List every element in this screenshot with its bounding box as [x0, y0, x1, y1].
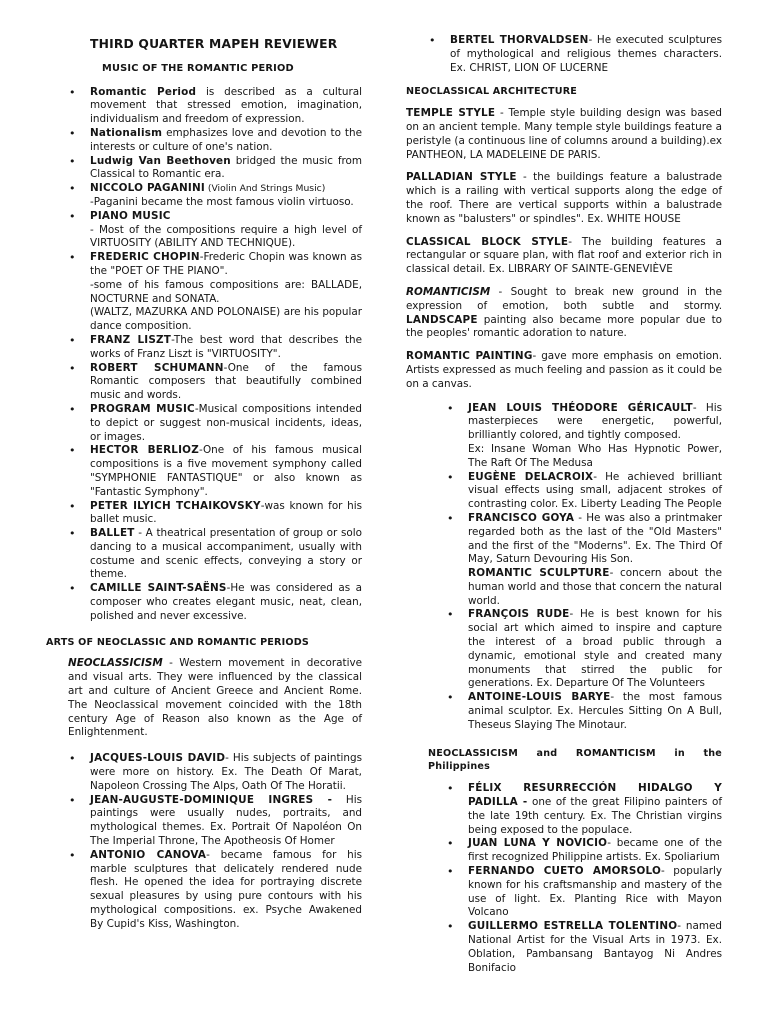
list-item: • FREDERIC CHOPIN-Frederic Chopin was known as the "POET OF THE PIANO". -some of his famous compositions are: BALLADE, NOCTURNE and SONATA. (WALTZ, MAZURKA AND POLONAISE) are his popular dance composition. — [90, 251, 362, 334]
list-item: • BALLET - A theatrical presentation of group or solo dancing to a musical accompaniment, usually with costume and scenic effects, conveying a story or theme. — [90, 527, 362, 582]
architecture-paragraph: TEMPLE STYLE - Temple style building design was based on an ancient temple. Many temple style buildings feature a peristyle (a continuous line of columns around a building).ex PANTHEON, LA MADELEINE DE PARIS. — [406, 107, 722, 161]
list-item: • FRANZ LISZT-The best word that describes the works of Franz Liszt is "VIRTUOSITY". — [90, 334, 362, 362]
romantic-artists-list — [406, 402, 722, 733]
music-list — [46, 86, 362, 624]
list-item: • FÉLIX RESURRECCIÓN HIDALGO Y PADILLA - one of the great Filipino painters of the late 19th century. Ex. The Christian virgins being exposed to the populace. — [468, 782, 722, 837]
thorvaldsen-list — [406, 34, 722, 75]
list-item: • ROBERT SCHUMANN-One of the famous Romantic composers that beautifully combined music and words. — [90, 362, 362, 403]
list-item: • PROGRAM MUSIC-Musical compositions intended to depict or suggest non-musical incidents, ideas, or images. — [90, 403, 362, 444]
list-item: • JACQUES-LOUIS DAVID- His subjects of paintings were more on history. Ex. The Death Of Marat, Napoleon Crossing The Alps, Oath Of The Horatii. — [90, 752, 362, 793]
list-item: • PETER ILYICH TCHAIKOVSKY-was known for his ballet music. — [90, 500, 362, 528]
neoclassicism-paragraph: NEOCLASSICISM - Western movement in decorative and visual arts. They were influenced by the classical art and culture of Ancient Greece and Ancient Rome. The Neoclassical movement coincided with the 18th century Age of Reason also known as the Age of Enlightenment. — [68, 657, 362, 739]
list-item: • Ludwig Van Beethoven bridged the music from Classical to Romantic era. — [90, 155, 362, 183]
list-item: • GUILLERMO ESTRELLA TOLENTINO- named National Artist for the Visual Arts in 1973. Ex. Oblation, Pambansang Bantayog Ni Andres Bonifacio — [468, 920, 722, 975]
list-item: • JEAN-AUGUSTE-DOMINIQUE INGRES - His paintings were usually nudes, portraits, and mythological themes. Ex. Portrait Of Napoléon On The Imperial Throne, The Apotheosis Of Homer — [90, 794, 362, 849]
list-item: • FERNANDO CUETO AMORSOLO- popularly known for his craftsmanship and mastery of the use of light. Ex. Planting Rice with Mayon Volcano — [468, 865, 722, 920]
list-item: • PIANO MUSIC - Most of the compositions require a high level of VIRTUOSITY (ABILITY AND TECHNIQUE). — [90, 210, 362, 251]
right-column — [406, 34, 722, 983]
list-item: • EUGÈNE DELACROIX- He achieved brilliant visual effects using small, adjacent strokes of contrasting color. Ex. Liberty Leading The People — [468, 471, 722, 512]
list-item: • BERTEL THORVALDSEN- He executed sculptures of mythological and religious themes characters. Ex. CHRIST, LION OF LUCERNE — [450, 34, 722, 75]
list-item: • JUAN LUNA Y NOVICIO- became one of the first recognized Philippine artists. Ex. Spoliarium — [468, 837, 722, 865]
neoclassical-architecture-heading: NEOCLASSICAL ARCHITECTURE — [406, 86, 578, 98]
list-item: • CAMILLE SAINT-SAËNS-He was considered as a composer who creates elegant music, neat, clean, polished and never excessive. — [90, 582, 362, 623]
philippine-artists-list — [406, 782, 722, 975]
list-item: • FRANCISCO GOYA - He was also a printmaker regarded both as the last of the "Old Masters" and the first of the "Moderns". Ex. The Third Of May, Saturn Devouring His Son. ROMANTIC SCULPTURE- concern about the human world and those that concern the natural world. — [468, 512, 722, 609]
architecture-paragraph: CLASSICAL BLOCK STYLE- The building features a rectangular or square plan, with flat roof and exterior rich in classical detail. Ex. LIBRARY OF SAINTE-GENEVIÈVE — [406, 235, 723, 276]
list-item: • HECTOR BERLIOZ-One of his famous musical compositions is a five movement symphony called "SYMPHONIE FANTASTIQUE" or also known as "Fantastic Symphony". — [90, 444, 362, 499]
music-heading: MUSIC OF THE ROMANTIC PERIOD — [102, 62, 294, 74]
list-item: • ANTOINE-LOUIS BARYE- the most famous animal sculptor. Ex. Hercules Sitting On A Bull, Theseus Slaying The Minotaur. — [468, 691, 722, 732]
romantic-painting-paragraph: ROMANTIC PAINTING- gave more emphasis on emotion. Artists expressed as much feeling and passion as it could be on a canvas. — [406, 350, 722, 390]
romanticism-paragraph: ROMANTICISM - Sought to break new ground in the expression of emotion, both subtle and stormy. LANDSCAPE painting also became more popular due to the peoples' romantic adoration to nature. — [406, 285, 722, 340]
list-item: • NICCOLO PAGANINI (Violin And Strings Music) -Paganini became the most famous violin virtuoso. — [90, 182, 362, 210]
list-item: • ANTONIO CANOVA- became famous for his marble sculptures that delicately rendered nude flesh. He opened the idea for portraying discrete sexual pleasures by using pure contours with his mythological compositions. ex. Psyche Awakened By Cupid's Kiss, Washington. — [90, 849, 362, 932]
neoclassic-artists-list — [46, 752, 362, 931]
arts-heading: ARTS OF NEOCLASSIC AND ROMANTIC PERIODS — [46, 636, 310, 648]
philippines-heading: NEOCLASSICISM and ROMANTICISM in the Philippines — [428, 747, 722, 773]
list-item: • Romantic Period is described as a cultural movement that stressed emotion, imagination, individualism and freedom of expression. — [90, 86, 362, 127]
list-item: • FRANÇOIS RUDE- He is best known for his social art which aimed to inspire and capture the interest of a broad public through a dynamic, emotional style and created many monuments that stirred the public for generations. Ex. Departure Of The Volunteers — [468, 608, 722, 691]
architecture-paragraph: PALLADIAN STYLE - the buildings feature a balustrade which is a railing with vertical supports along the edge of the roof. There are vertical supports within a balustrade known as "balusters" or spindles". Ex. WHITE HOUSE — [406, 171, 722, 225]
list-item: • Nationalism emphasizes love and devotion to the interests or culture of one's nation. — [90, 127, 362, 155]
page-title: THIRD QUARTER MAPEH REVIEWER — [90, 37, 338, 51]
list-item: • JEAN LOUIS THÉODORE GÉRICAULT- His masterpieces were energetic, powerful, brilliantly colored, and tightly composed. Ex: Insane Woman Who Has Hypnotic Power, The Raft Of The Medusa — [468, 402, 722, 471]
left-column — [46, 34, 362, 932]
